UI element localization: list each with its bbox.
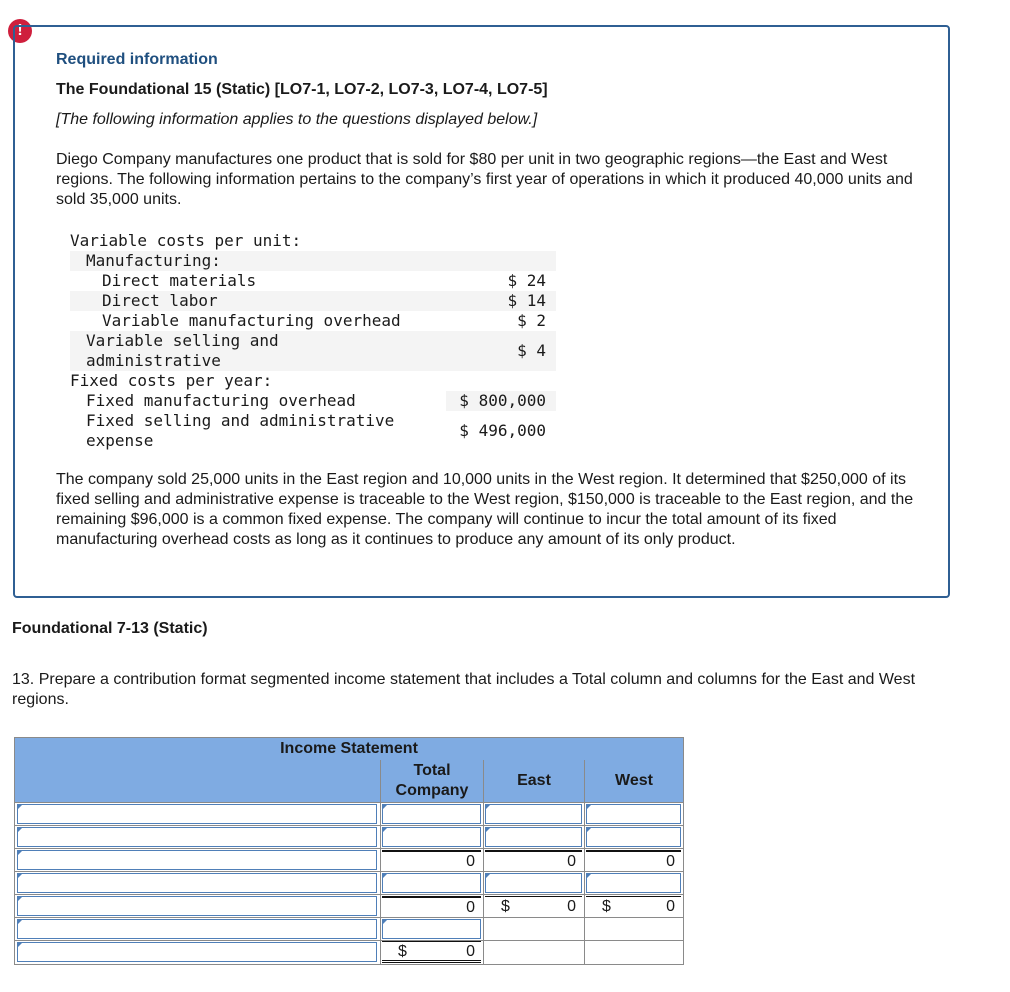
dropdown-marker-icon <box>18 851 22 855</box>
west-empty <box>586 919 681 939</box>
required-information-label: Required information <box>56 51 218 68</box>
dropdown-marker-icon <box>18 828 22 832</box>
exclamation-icon: ! <box>8 19 32 43</box>
details-paragraph: The company sold 25,000 units in the East region and 10,000 units in the West region. It determined that $250,000 of its fixed selling and administrative expense is traceable to the West region, $150,000 is traceable to the East region, and the remaining $96,000 is a common fixed expense. The company will continue to incur the total amount of its fixed manufacturing overhead costs as long as it continues to produce any amount of its only product. <box>56 471 914 548</box>
dollar-sign: $ <box>602 898 611 915</box>
row-label-input[interactable] <box>17 919 377 939</box>
west-header: West <box>615 772 653 789</box>
variable-selling-label: Variable selling and administrative <box>86 331 279 370</box>
section-title: Foundational 7-13 (Static) <box>12 620 208 637</box>
dropdown-marker-icon <box>587 874 591 878</box>
total-input[interactable] <box>382 804 481 824</box>
divider <box>15 894 683 895</box>
total-value: 0 <box>382 896 481 916</box>
divider <box>584 760 585 802</box>
row-label-input[interactable] <box>17 873 377 893</box>
question-text: 13. Prepare a contribution format segmented income statement that includes a Total column and columns for the East and West regions. <box>12 671 916 708</box>
row-label-input[interactable] <box>17 896 377 916</box>
total-company-header: Total Company <box>395 762 469 799</box>
row-label-input[interactable] <box>17 850 377 870</box>
total-value: 0 <box>382 850 481 870</box>
east-input[interactable] <box>485 827 582 847</box>
fixed-overhead-label: Fixed manufacturing overhead <box>86 391 356 410</box>
variable-overhead-label: Variable manufacturing overhead <box>102 311 401 330</box>
cost-table <box>70 231 556 451</box>
cost-row <box>70 371 556 391</box>
cost-row <box>70 231 556 251</box>
cost-row <box>70 271 556 291</box>
intro-paragraph: Diego Company manufactures one product that is sold for $80 per unit in two geographic regions—the East and West regions. The following information pertains to the company’s first year of operations in which it produced 40,000 units and sold 35,000 units. <box>56 151 913 208</box>
dropdown-marker-icon <box>383 874 387 878</box>
total-input[interactable] <box>382 873 481 893</box>
divider <box>15 917 683 918</box>
dollar-sign: $ <box>501 898 510 915</box>
dropdown-marker-icon <box>486 874 490 878</box>
divider <box>380 760 381 802</box>
dropdown-marker-icon <box>18 874 22 878</box>
cost-row <box>70 311 556 331</box>
dropdown-marker-icon <box>486 828 490 832</box>
direct-materials-label: Direct materials <box>102 271 257 290</box>
divider <box>15 848 683 849</box>
divider <box>483 760 484 802</box>
problem-title: The Foundational 15 (Static) [LO7-1, LO7-2, LO7-3, LO7-4, LO7-5] <box>56 81 548 98</box>
dollar-sign: $ <box>398 943 407 960</box>
total-input[interactable] <box>382 827 481 847</box>
applies-note: [The following information applies to the questions displayed below.] <box>56 111 538 128</box>
cost-row <box>70 291 556 311</box>
fixed-selling-value: $ 496,000 <box>459 421 546 440</box>
east-header: East <box>517 772 551 789</box>
total-input[interactable] <box>382 919 481 939</box>
west-value: $ 0 <box>586 896 681 916</box>
cost-row <box>70 331 556 371</box>
table-title-row <box>15 738 683 760</box>
direct-labor-label: Direct labor <box>102 291 218 310</box>
east-value: 0 <box>485 850 582 870</box>
variable-overhead-value: $ 2 <box>517 311 546 330</box>
dropdown-marker-icon <box>587 828 591 832</box>
divider <box>15 940 683 941</box>
cost-row <box>70 411 556 451</box>
manufacturing-header: Manufacturing: <box>86 251 221 270</box>
west-value: 0 <box>586 850 681 870</box>
dropdown-marker-icon <box>383 805 387 809</box>
east-value: $ 0 <box>485 896 582 916</box>
row-label-input[interactable] <box>17 827 377 847</box>
fixed-costs-header: Fixed costs per year: <box>70 371 273 390</box>
east-empty <box>485 919 582 939</box>
east-input[interactable] <box>485 873 582 893</box>
fixed-overhead-value: $ 800,000 <box>459 391 546 410</box>
east-input[interactable] <box>485 804 582 824</box>
direct-labor-value: $ 14 <box>507 291 546 310</box>
cost-row <box>70 251 556 271</box>
fixed-selling-label: Fixed selling and administrative expense <box>86 411 395 450</box>
income-statement-table <box>14 737 684 965</box>
divider <box>15 871 683 872</box>
row-label-input[interactable] <box>17 804 377 824</box>
dropdown-marker-icon <box>383 828 387 832</box>
dropdown-marker-icon <box>587 805 591 809</box>
income-statement-title: Income Statement <box>280 740 418 757</box>
west-input[interactable] <box>586 873 681 893</box>
variable-costs-header: Variable costs per unit: <box>70 231 302 250</box>
dropdown-marker-icon <box>18 920 22 924</box>
divider <box>15 825 683 826</box>
column-header-row <box>15 760 683 802</box>
west-input[interactable] <box>586 804 681 824</box>
divider <box>15 802 683 803</box>
net-total-value: $ 0 <box>382 941 481 963</box>
cost-row <box>70 391 556 411</box>
variable-selling-value: $ 4 <box>517 341 546 360</box>
direct-materials-value: $ 24 <box>507 271 546 290</box>
dropdown-marker-icon <box>18 805 22 809</box>
west-input[interactable] <box>586 827 681 847</box>
dropdown-marker-icon <box>383 920 387 924</box>
dropdown-marker-icon <box>486 805 490 809</box>
dropdown-marker-icon <box>18 943 22 947</box>
row-label-input[interactable] <box>17 942 377 962</box>
dropdown-marker-icon <box>18 897 22 901</box>
